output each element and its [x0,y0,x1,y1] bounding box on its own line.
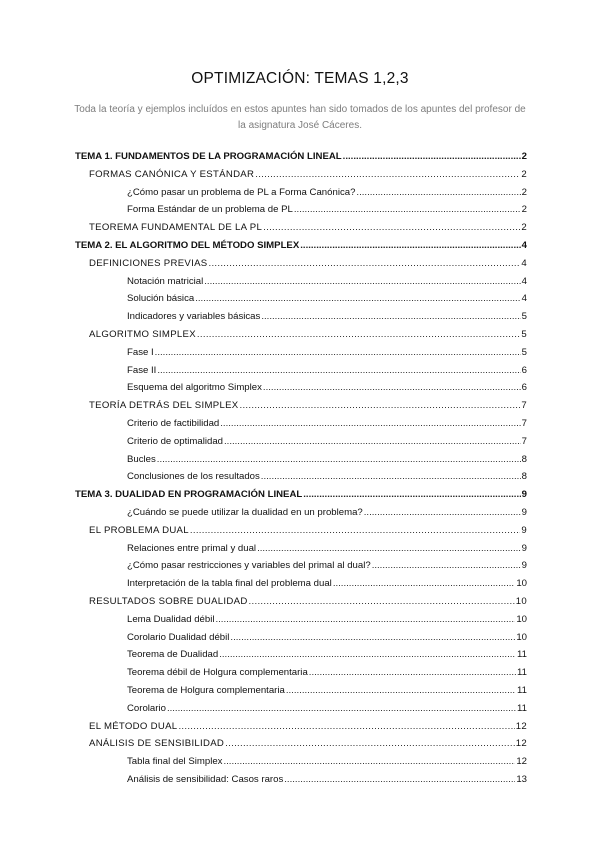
toc-entry[interactable] [89,523,527,539]
toc-dot-leader [364,505,521,521]
toc-dot-leader [155,345,521,361]
toc-entry-page: 2 [521,204,527,216]
toc-dot-leader [343,149,521,165]
toc-entry[interactable] [127,274,527,290]
toc-entry[interactable] [127,541,527,557]
toc-entry-title: Teorema de Holgura complementaria [127,685,285,696]
toc-entry-page: 8 [521,471,527,483]
toc-entry[interactable] [127,345,527,361]
toc-entry-title: EL PROBLEMA DUAL [89,524,189,536]
toc-entry[interactable] [127,576,527,592]
toc-entry-page: 9 [521,489,527,501]
toc-entry[interactable] [127,647,527,663]
toc-dot-leader [372,558,521,574]
toc-entry[interactable] [127,416,527,432]
toc-entry-page: 11 [517,667,527,679]
toc-entry-title: ANÁLISIS DE SENSIBILIDAD [89,738,225,750]
toc-dot-leader [208,256,520,272]
toc-entry-page: 9 [521,542,527,554]
toc-dot-leader [190,523,520,539]
toc-entry[interactable] [89,398,527,414]
toc-entry-title: Relaciones entre primal y dual [127,542,257,554]
toc-dot-leader [219,647,516,663]
toc-entry-page: 6 [521,382,527,394]
toc-entry[interactable] [75,149,527,165]
toc-dot-leader [309,665,516,681]
toc-entry[interactable] [127,630,527,646]
toc-entry-page: 12 [516,756,527,768]
toc-dot-leader [249,594,515,610]
toc-entry-page: 4 [521,240,527,251]
toc-entry[interactable] [89,220,527,236]
toc-entry-page: 7 [521,435,527,447]
toc-entry-page: 4 [521,257,527,269]
toc-dot-leader [255,167,520,183]
toc-entry-page: 9 [521,524,527,536]
toc-entry-title: Notación matricial [127,275,204,287]
toc-entry-title: Teorema de Dualidad [127,649,219,661]
toc-entry-page: 12 [515,738,527,750]
toc-entry-page: 5 [521,346,527,358]
toc-entry[interactable] [127,291,527,307]
toc-entry-page: 10 [516,613,527,625]
toc-dot-leader [224,434,521,450]
toc-dot-leader [230,630,515,646]
toc-entry[interactable] [127,754,527,770]
toc-entry-title: RESULTADOS SOBRE DUALIDAD [89,596,248,607]
toc-entry-title: TEOREMA FUNDAMENTAL DE LA PL [89,222,263,234]
toc-entry-title: ¿Cómo pasar restricciones y variables del primal al dual? [127,560,371,572]
toc-dot-leader [284,772,515,788]
toc-entry-title: Análisis de sensibilidad: Casos raros [127,774,284,785]
toc-entry-page: 9 [521,507,527,518]
toc-entry-page: 10 [516,631,527,643]
toc-entry-page: 5 [521,311,527,323]
toc-entry-page: 13 [516,774,527,785]
toc-entry-title: Corolario [127,702,166,714]
toc-entry[interactable] [89,256,527,272]
toc-dot-leader [303,487,520,503]
toc-entry-title: Tabla final del Simplex [127,756,223,768]
toc-entry-title: TEMA 3. DUALIDAD EN PROGRAMACIÓN LINEAL [75,489,303,501]
toc-entry[interactable] [127,185,527,201]
toc-entry-page: 5 [521,329,527,340]
toc-dot-leader [263,380,521,396]
toc-entry-page: 6 [521,364,527,376]
toc-dot-leader [197,327,520,343]
toc-entry-title: Conclusiones de los resultados [127,471,260,483]
toc-entry[interactable] [127,452,527,468]
toc-dot-leader [294,202,521,218]
toc-entry[interactable] [89,719,527,735]
toc-entry-page: 9 [521,560,527,572]
toc-entry-title: TEORÍA DETRÁS DEL SIMPLEX [89,400,239,412]
toc-dot-leader [300,238,520,254]
toc-entry-title: Corolario Dualidad débil [127,631,230,643]
toc-entry-page: 2 [521,222,527,234]
toc-entry-page: 10 [516,578,527,590]
toc-entry[interactable] [89,167,527,183]
toc-entry-title: ¿Cuándo se puede utilizar la dualidad en un problema? [127,507,363,518]
toc-dot-leader [167,701,516,717]
toc-dot-leader [223,754,515,770]
toc-entry-page: 2 [521,151,527,162]
toc-entry[interactable] [127,380,527,396]
toc-entry[interactable] [127,202,527,218]
toc-entry-title: Forma Estándar de un problema de PL [127,204,293,216]
toc-dot-leader [157,363,520,379]
toc-entry[interactable] [127,558,527,574]
toc-dot-leader [261,309,520,325]
toc-dot-leader [195,291,520,307]
toc-dot-leader [240,398,521,414]
toc-entry-title: Bucles [127,453,156,465]
toc-entry[interactable] [127,701,527,717]
toc-entry[interactable] [127,363,527,379]
toc-entry[interactable] [75,487,527,503]
document-title: OPTIMIZACIÓN: TEMAS 1,2,3 [191,70,409,87]
toc-entry[interactable] [127,665,527,681]
toc-entry-page: 7 [521,418,527,429]
toc-entry[interactable] [127,505,527,521]
toc-entry-page: 4 [521,293,527,305]
toc-entry-page: 11 [517,685,527,696]
toc-dot-leader [204,274,520,290]
toc-entry[interactable] [127,309,527,325]
toc-entry-title: Criterio de optimalidad [127,435,223,447]
toc-dot-leader [220,416,520,432]
toc-entry[interactable] [127,683,527,699]
toc-entry[interactable] [75,238,527,254]
toc-entry-title: Fase I [127,346,154,358]
toc-entry-title: Fase II [127,364,157,376]
toc-dot-leader [263,220,520,236]
toc-entry-page: 8 [521,453,527,465]
toc-entry-title: ALGORITMO SIMPLEX [89,329,196,340]
toc-dot-leader [257,541,521,557]
toc-dot-leader [157,452,521,468]
toc-entry-title: ¿Cómo pasar un problema de PL a Forma Canónica? [127,186,356,198]
toc-entry[interactable] [127,612,527,628]
toc-entry-page: 4 [521,275,527,287]
toc-dot-leader [215,612,515,628]
toc-entry[interactable] [127,434,527,450]
document-subtitle: Toda la teoría y ejemplos incluídos en estos apuntes han sido tomados de los apuntes del profesor de la asignatura José Cáceres. [74,104,526,131]
toc-entry-title: Esquema del algoritmo Simplex [127,382,262,394]
toc-dot-leader [178,719,514,735]
toc-entry-title: TEMA 1. FUNDAMENTOS DE LA PROGRAMACIÓN LINEAL [75,151,342,162]
toc-entry-page: 11 [517,649,527,661]
toc-dot-leader [333,576,516,592]
toc-entry[interactable] [89,736,527,752]
toc-dot-leader [286,683,516,699]
toc-entry-title: Indicadores y variables básicas [127,311,261,323]
toc-entry[interactable] [89,327,527,343]
toc-dot-leader [356,185,520,201]
toc-entry-title: DEFINICIONES PREVIAS [89,257,208,269]
toc-entry[interactable] [89,594,527,610]
toc-entry-title: Interpretación de la tabla final del problema dual [127,578,332,590]
toc-entry-page: 2 [521,168,527,180]
toc-dot-leader [225,736,515,752]
toc-entry-page: 11 [517,702,527,714]
toc-entry-title: EL MÉTODO DUAL [89,720,178,732]
toc-entry-title: FORMAS CANÓNICA Y ESTÁNDAR [89,168,255,180]
toc-entry-page: 12 [515,720,527,732]
toc-dot-leader [261,469,521,485]
toc-entry-title: TEMA 2. EL ALGORITMO DEL MÉTODO SIMPLEX [75,240,300,251]
toc-entry-title: Solución básica [127,293,195,305]
toc-entry-page: 10 [515,596,527,607]
toc-entry-title: Teorema débil de Holgura complementaria [127,667,308,679]
toc-entry-page: 7 [521,400,527,412]
toc-entry[interactable] [127,772,527,788]
toc-entry[interactable] [127,469,527,485]
toc-entry-title: Lema Dualidad débil [127,613,215,625]
toc-entry-title: Criterio de factibilidad [127,418,220,429]
toc-entry-page: 2 [521,186,527,198]
